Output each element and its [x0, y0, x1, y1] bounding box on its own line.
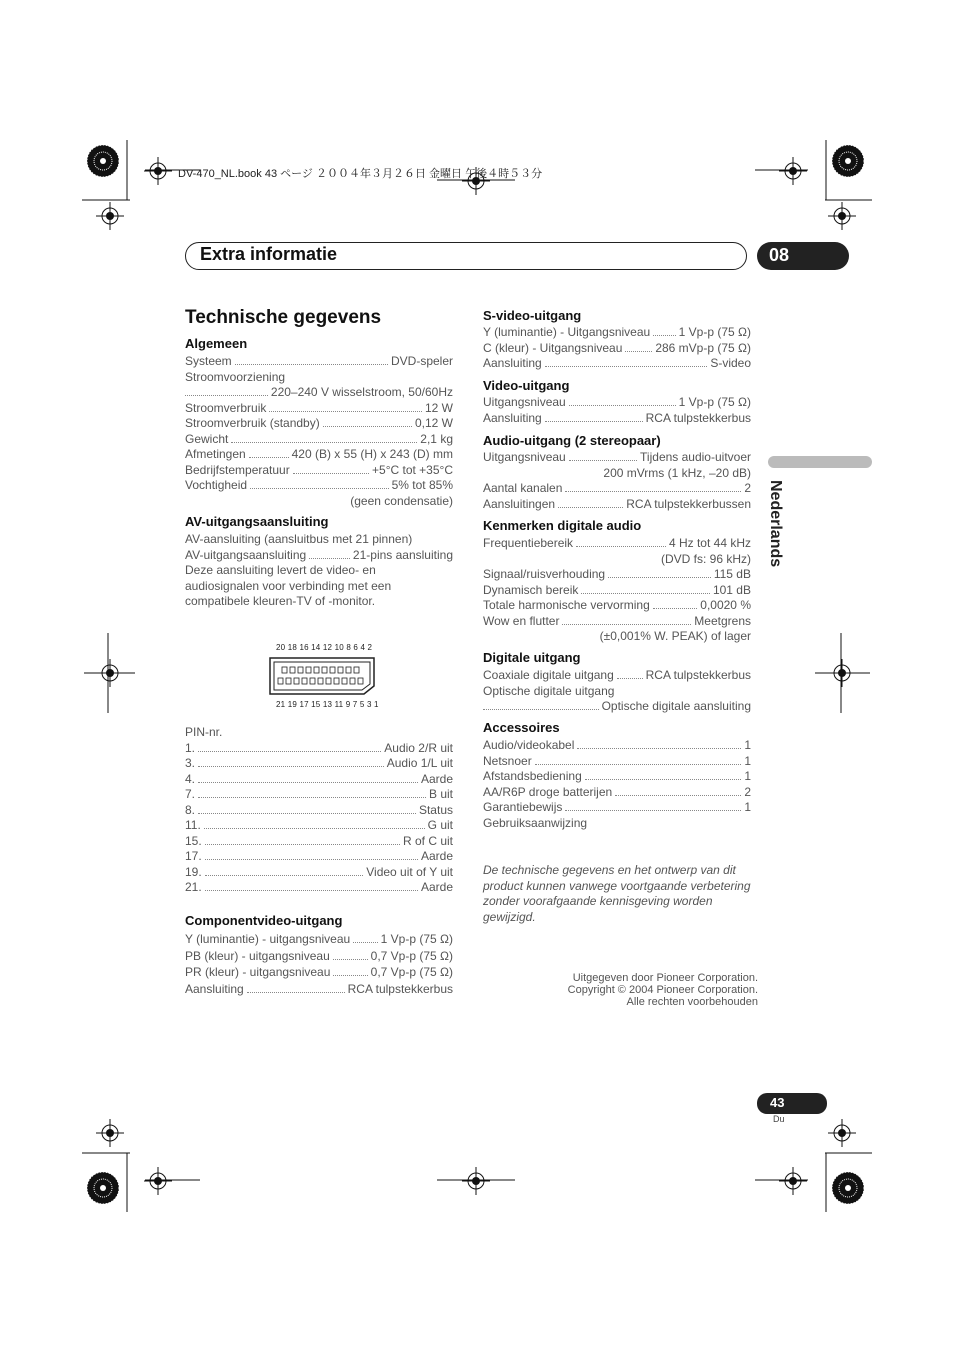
spec-value: 5% tot 85% [391, 478, 453, 492]
spec-label: Dynamisch bereik [483, 582, 579, 597]
spec-label: AA/R6P droge batterijen [483, 784, 613, 799]
svideo-list [483, 325, 751, 372]
spec-label: Aansluiting [483, 356, 542, 370]
pin-number: 21. [185, 880, 202, 894]
heading-algemeen: Algemeen [185, 336, 248, 351]
pin-row [185, 818, 453, 834]
spec-row [483, 800, 751, 816]
spec-row [483, 497, 751, 513]
spec-label: Uitgangsniveau [483, 450, 566, 464]
rights-line: Alle rechten voorbehouden [626, 996, 758, 1008]
spec-label: Aansluiting [483, 410, 542, 425]
page-language-code: Du [773, 1114, 785, 1124]
pin-row [185, 741, 453, 757]
pin-signal: Aarde [420, 849, 453, 863]
spec-value: 2,1 kg [420, 431, 453, 446]
spec-value: 0,7 Vp-p (75 Ω) [370, 948, 453, 963]
spec-row [185, 447, 453, 463]
section-title: Extra informatie [200, 244, 338, 264]
spec-value: 220–240 V wisselstroom, 50/60Hz [270, 385, 453, 399]
spec-label: Aantal kanalen [483, 481, 563, 495]
spec-row [483, 450, 751, 466]
spec-label: Stroomvoorziening [185, 369, 286, 384]
spec-label: Vochtigheid [185, 478, 248, 492]
language-bar [768, 456, 872, 468]
spec-row [483, 785, 751, 801]
connector-bottom-pins: 21 19 17 15 13 11 9 7 5 3 1 [276, 700, 379, 709]
page-number: 43 [770, 1095, 785, 1110]
spec-label: Netsnoer [483, 753, 532, 768]
heading-digital-out: Digitale uitgang [483, 650, 581, 665]
pin-number: 11. [185, 818, 201, 832]
pin-heading: PIN-nr. [185, 725, 223, 739]
spec-label: Coaxiale digitale uitgang [483, 668, 614, 682]
spec-value: Tijdens audio-uitvoer [640, 450, 751, 464]
spec-row [483, 598, 751, 614]
connector-top-pins: 20 18 16 14 12 10 8 6 4 2 [276, 643, 373, 652]
pin-number: 8. [185, 802, 196, 817]
pin-number: 7. [185, 787, 196, 801]
spec-row [483, 738, 751, 754]
spec-value: 1 Vp-p (75 Ω) [678, 395, 751, 409]
spec-row [185, 401, 453, 417]
spec-row [483, 754, 751, 770]
spec-row [483, 411, 751, 427]
spec-row [185, 931, 453, 948]
spec-label: Stroomverbruik [185, 400, 267, 415]
spec-value: 420 (B) x 55 (H) x 243 (D) mm [291, 447, 453, 461]
spec-row [185, 432, 453, 448]
spec-row [483, 816, 751, 832]
spec-label: Optische digitale uitgang [483, 683, 615, 698]
spec-value: 1 [744, 753, 751, 768]
spec-value: 0,7 Vp-p (75 Ω) [370, 965, 453, 979]
spec-value: 1 [744, 738, 751, 752]
heading-av: AV-uitgangsaansluiting [185, 514, 329, 529]
spec-value: 0,12 W [414, 416, 453, 430]
spec-label: C (kleur) - Uitgangsniveau [483, 340, 623, 355]
heading-audio: Audio-uitgang (2 stereopaar) [483, 433, 661, 448]
pin-row [185, 787, 453, 803]
pin-number: 4. [185, 771, 196, 786]
pin-number: 17. [185, 849, 202, 863]
spec-note: (geen condensatie) [350, 493, 453, 508]
spec-label: Afmetingen [185, 447, 246, 461]
spec-value: 2 [744, 481, 751, 495]
spec-value: DVD-speler [390, 354, 453, 368]
spec-value: 101 dB [712, 582, 751, 597]
spec-value: (DVD fs: 96 kHz) [660, 551, 751, 566]
spec-row [483, 536, 751, 552]
spec-label: Y (luminantie) - uitgangsniveau [185, 932, 351, 946]
audio-list [483, 450, 751, 512]
pin-signal: Audio 1/L uit [386, 756, 453, 770]
spec-label: Aansluitingen [483, 496, 556, 511]
spec-label: Gebruiksaanwijzing [483, 815, 588, 830]
chapter-number: 08 [769, 245, 790, 265]
spec-label: Garantiebewijs [483, 800, 563, 814]
spec-value: 1 Vp-p (75 Ω) [380, 932, 453, 946]
spec-label: Totale harmonische vervorming [483, 598, 650, 612]
algemeen-list [185, 354, 453, 509]
spec-value: 12 W [424, 400, 453, 415]
pin-signal: Audio 2/R uit [384, 740, 453, 755]
spec-label: Y (luminantie) - Uitgangsniveau [483, 325, 651, 339]
spec-row [483, 614, 751, 630]
pin-row [185, 803, 453, 819]
spec-value: RCA tulpstekkerbus [347, 981, 453, 996]
pin-row [185, 772, 453, 788]
spec-label: PB (kleur) - uitgangsniveau [185, 948, 330, 963]
spec-label: Frequentiebereik [483, 536, 574, 550]
pin-signal: Aarde [420, 771, 453, 786]
spec-label: Uitgangsniveau [483, 395, 566, 409]
spec-value: 21-pins aansluiting [352, 547, 453, 562]
spec-value: 200 mVrms (1 kHz, –20 dB) [603, 465, 751, 480]
spec-value: S-video [710, 356, 751, 370]
spec-row [185, 478, 453, 494]
heading-svideo: S-video-uitgang [483, 308, 582, 323]
spec-label: AV-uitgangsaansluiting [185, 547, 307, 562]
av-block [185, 532, 453, 610]
spec-label: Wow en flutter [483, 613, 560, 628]
spec-value: Meetgrens [694, 613, 751, 628]
spec-value: 1 [744, 800, 751, 814]
pin-number: 1. [185, 740, 196, 755]
pin-number: 19. [185, 864, 202, 879]
heading-video: Video-uitgang [483, 378, 570, 393]
av-description: Deze aansluiting levert de video- en audiosignalen voor verbinding met een compatibele kleuren-TV of -monitor. [185, 563, 392, 608]
spec-row [483, 356, 751, 372]
page-number-tab [757, 1093, 827, 1114]
spec-row [483, 325, 751, 341]
spec-value: (±0,001% W. PEAK) of lager [599, 629, 751, 643]
copyright-line: Copyright © 2004 Pioneer Corporation. [567, 984, 758, 996]
spec-value: RCA tulpstekkerbus [645, 668, 751, 682]
heading-accessoires: Accessoires [483, 720, 560, 735]
pin-signal: B uit [428, 787, 453, 801]
page-title: Technische gegevens [185, 307, 382, 328]
pin-signal: Video uit of Y uit [366, 864, 453, 879]
component-list [185, 931, 453, 997]
spec-row [185, 370, 453, 386]
av-line: AV-aansluiting (aansluitbus met 21 pinnen) [185, 532, 413, 546]
spec-value: 115 dB [713, 567, 751, 581]
pin-row [185, 880, 453, 896]
disclaimer-note: De technische gegevens en het ontwerp van dit product kunnen vanwege voortgaande verbetering zonder voorafgaande kennisgeving worden gewijzigd. [483, 863, 751, 924]
digital-audio-list [483, 536, 751, 645]
digital-out-list [483, 668, 751, 715]
spec-row [483, 684, 751, 700]
spec-row [483, 769, 751, 785]
pin-signal: Aarde [420, 880, 453, 894]
pin-signal: Status [418, 802, 453, 817]
spec-row [483, 668, 751, 684]
spec-value: 1 [744, 769, 751, 783]
spec-row [185, 981, 453, 998]
heading-component: Componentvideo-uitgang [185, 913, 343, 928]
spec-value: 1 Vp-p (75 Ω) [678, 325, 751, 339]
heading-digital-audio: Kenmerken digitale audio [483, 518, 642, 533]
spec-label: Stroomverbruik (standby) [185, 416, 320, 430]
spec-value: 286 mVp-p (75 Ω) [655, 340, 751, 355]
spec-value: RCA tulpstekkerbussen [626, 496, 751, 511]
spec-row [185, 354, 453, 370]
spec-row [185, 548, 453, 564]
spec-label: Audio/videokabel [483, 738, 575, 752]
print-header: DV-470_NL.book 43 ページ ２００４年３月２６日 金曜日 午後４時５３分 [178, 168, 543, 180]
pin-signal: R of C uit [402, 833, 453, 848]
spec-value: Optische digitale aansluiting [601, 699, 751, 713]
video-list [483, 395, 751, 426]
spec-value: RCA tulpstekkerbus [645, 410, 751, 425]
spec-row [185, 463, 453, 479]
spec-row [185, 964, 453, 981]
pin-row [185, 756, 453, 772]
spec-label: Bedrijfstemperatuur [185, 462, 290, 477]
accessoires-list [483, 738, 751, 831]
spec-row [185, 948, 453, 965]
language-label: Nederlands [767, 480, 784, 568]
pin-row [185, 834, 453, 850]
spec-row [185, 385, 453, 401]
pin-row [185, 849, 453, 865]
spec-row [483, 341, 751, 357]
pin-signal: G uit [427, 818, 453, 832]
spec-value: 4 Hz tot 44 kHz [668, 536, 751, 550]
pin-list [185, 725, 453, 896]
publisher-info [530, 972, 758, 1008]
spec-label: Afstandsbediening [483, 769, 582, 783]
spec-label: Aansluiting [185, 981, 244, 996]
publisher-line: Uitgegeven door Pioneer Corporation. [572, 972, 758, 984]
spec-value: 2 [744, 784, 751, 799]
spec-value: 0,0020 % [700, 598, 751, 612]
spec-value: +5°C tot +35°C [372, 462, 453, 477]
spec-row [483, 395, 751, 411]
pin-number: 15. [185, 833, 202, 848]
spec-row [483, 699, 751, 715]
spec-label: Systeem [185, 354, 232, 368]
spec-row [483, 583, 751, 599]
scart-connector-diagram [268, 656, 376, 696]
spec-row [185, 416, 453, 432]
pin-row [185, 865, 453, 881]
spec-row [483, 481, 751, 497]
pin-number: 3. [185, 756, 196, 770]
spec-row [483, 567, 751, 583]
spec-label: Signaal/ruisverhouding [483, 567, 606, 581]
spec-label: PR (kleur) - uitgangsniveau [185, 965, 331, 979]
spec-label: Gewicht [185, 431, 229, 446]
